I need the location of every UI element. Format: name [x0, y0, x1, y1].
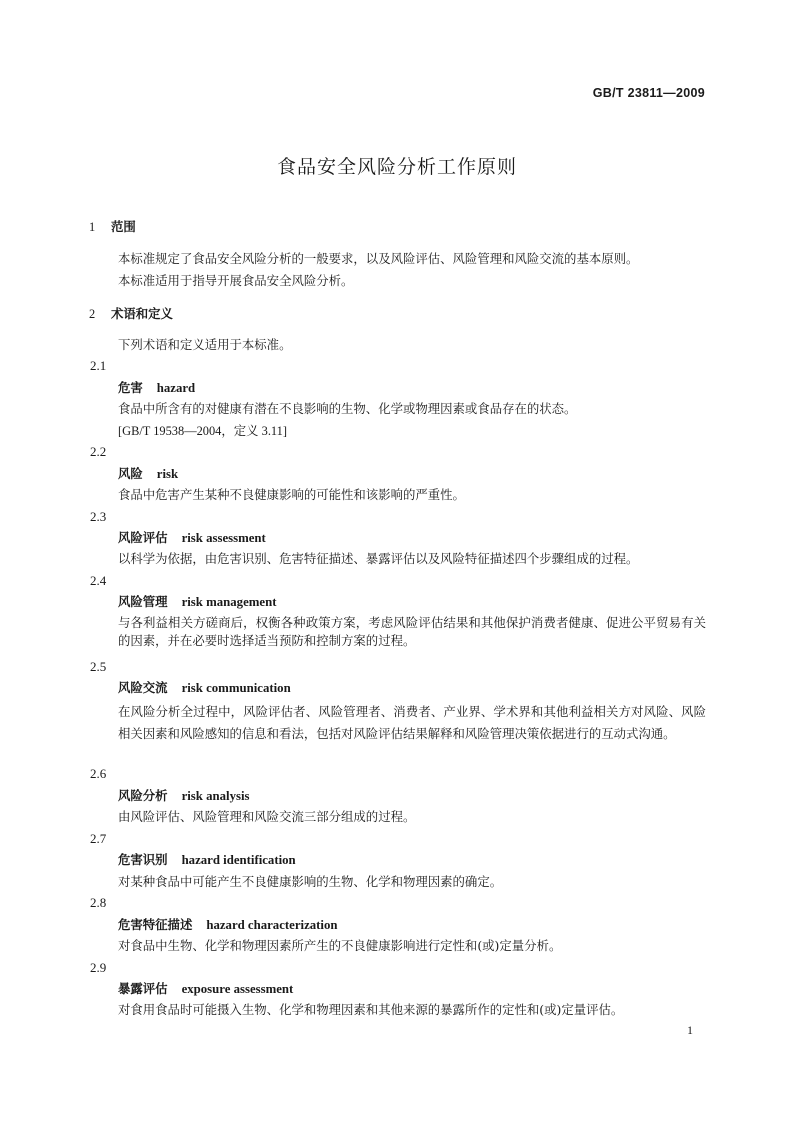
term-definition: 由风险评估、风险管理和风险交流三部分组成的过程。	[118, 809, 416, 824]
term-definition: 食品中危害产生某种不良健康影响的可能性和该影响的严重性。	[118, 487, 465, 502]
term-en: risk communication	[181, 681, 291, 695]
clause-number: 2.6	[90, 766, 107, 781]
terms-intro: 下列术语和定义适用于本标准。	[118, 337, 292, 352]
clause-number: 2.2	[90, 444, 107, 459]
clause-number: 2.7	[90, 831, 107, 846]
term-heading	[118, 529, 266, 547]
document-title: 食品安全风险分析工作原则	[276, 156, 517, 178]
section-heading-terms	[89, 305, 173, 323]
term-cn: 暴露评估	[118, 981, 168, 996]
section-number: 2	[89, 307, 96, 321]
term-heading	[118, 980, 293, 998]
term-definition: 食品中所含有的对健康有潜在不良影响的生物、化学或物理因素或食品存在的状态。	[118, 401, 577, 416]
term-cn: 危害	[118, 380, 143, 395]
term-definition: 与各利益相关方磋商后，权衡各种政策方案，考虑风险评估结果和其他保护消费者健康、促进公平贸易有关的因素，并在必要时选择适当预防和控制方案的过程。	[118, 615, 706, 648]
term-en: hazard	[156, 381, 196, 395]
term-en: hazard identification	[181, 853, 296, 867]
term-heading	[118, 465, 178, 483]
term-heading	[118, 916, 337, 934]
term-definition: 对食品中生物、化学和物理因素所产生的不良健康影响进行定性和(或)定量分析。	[118, 938, 562, 953]
clause-number: 2.3	[90, 509, 107, 524]
clause-number: 2.9	[90, 960, 107, 975]
clause-number: 2.1	[90, 358, 107, 373]
term-definition: 对食用食品时可能摄入生物、化学和物理因素和其他来源的暴露所作的定性和(或)定量评估。	[118, 1002, 624, 1017]
section-title: 术语和定义	[111, 306, 173, 321]
term-definition: 在风险分析全过程中，风险评估者、风险管理者、消费者、产业界、学术界和其他利益相关方对风险、风险相关因素和风险感知的信息和看法，包括对风险评估结果解释和风险管理决策依据进行的互动式沟通。	[118, 704, 706, 741]
term-cn: 风险分析	[118, 788, 168, 803]
scope-paragraph-1: 本标准规定了食品安全风险分析的一般要求，以及风险评估、风险管理和风险交流的基本原则。	[118, 251, 639, 266]
section-title: 范围	[111, 219, 136, 234]
clause-number: 2.8	[90, 895, 107, 910]
term-en: risk	[156, 467, 179, 481]
section-number: 1	[89, 220, 96, 234]
clause-number: 2.5	[90, 659, 107, 674]
term-heading	[118, 851, 296, 869]
term-definition: 以科学为依据，由危害识别、危害特征描述、暴露评估以及风险特征描述四个步骤组成的过程。	[118, 551, 639, 566]
term-en: risk management	[181, 595, 277, 609]
term-definition: 对某种食品中可能产生不良健康影响的生物、化学和物理因素的确定。	[118, 874, 503, 889]
term-cn: 风险	[118, 466, 143, 481]
standard-number: GB/T 23811—2009	[592, 86, 705, 100]
term-cn: 风险交流	[118, 680, 168, 695]
clause-number: 2.4	[90, 573, 107, 588]
term-en: risk analysis	[181, 789, 250, 803]
term-cn: 危害识别	[118, 852, 168, 867]
term-heading	[118, 679, 291, 697]
term-heading	[118, 787, 249, 805]
term-en: exposure assessment	[181, 982, 294, 996]
section-heading-scope	[89, 218, 136, 236]
term-reference: [GB/T 19538—2004，定义 3.11]	[118, 424, 287, 438]
term-en: hazard characterization	[206, 918, 338, 932]
term-heading	[118, 379, 195, 397]
term-cn: 风险管理	[118, 594, 168, 609]
scope-paragraph-2: 本标准适用于指导开展食品安全风险分析。	[118, 273, 354, 288]
term-cn: 危害特征描述	[118, 917, 193, 932]
term-heading	[118, 593, 276, 611]
page-number: 1	[687, 1023, 693, 1037]
term-en: risk assessment	[181, 531, 266, 545]
term-cn: 风险评估	[118, 530, 168, 545]
